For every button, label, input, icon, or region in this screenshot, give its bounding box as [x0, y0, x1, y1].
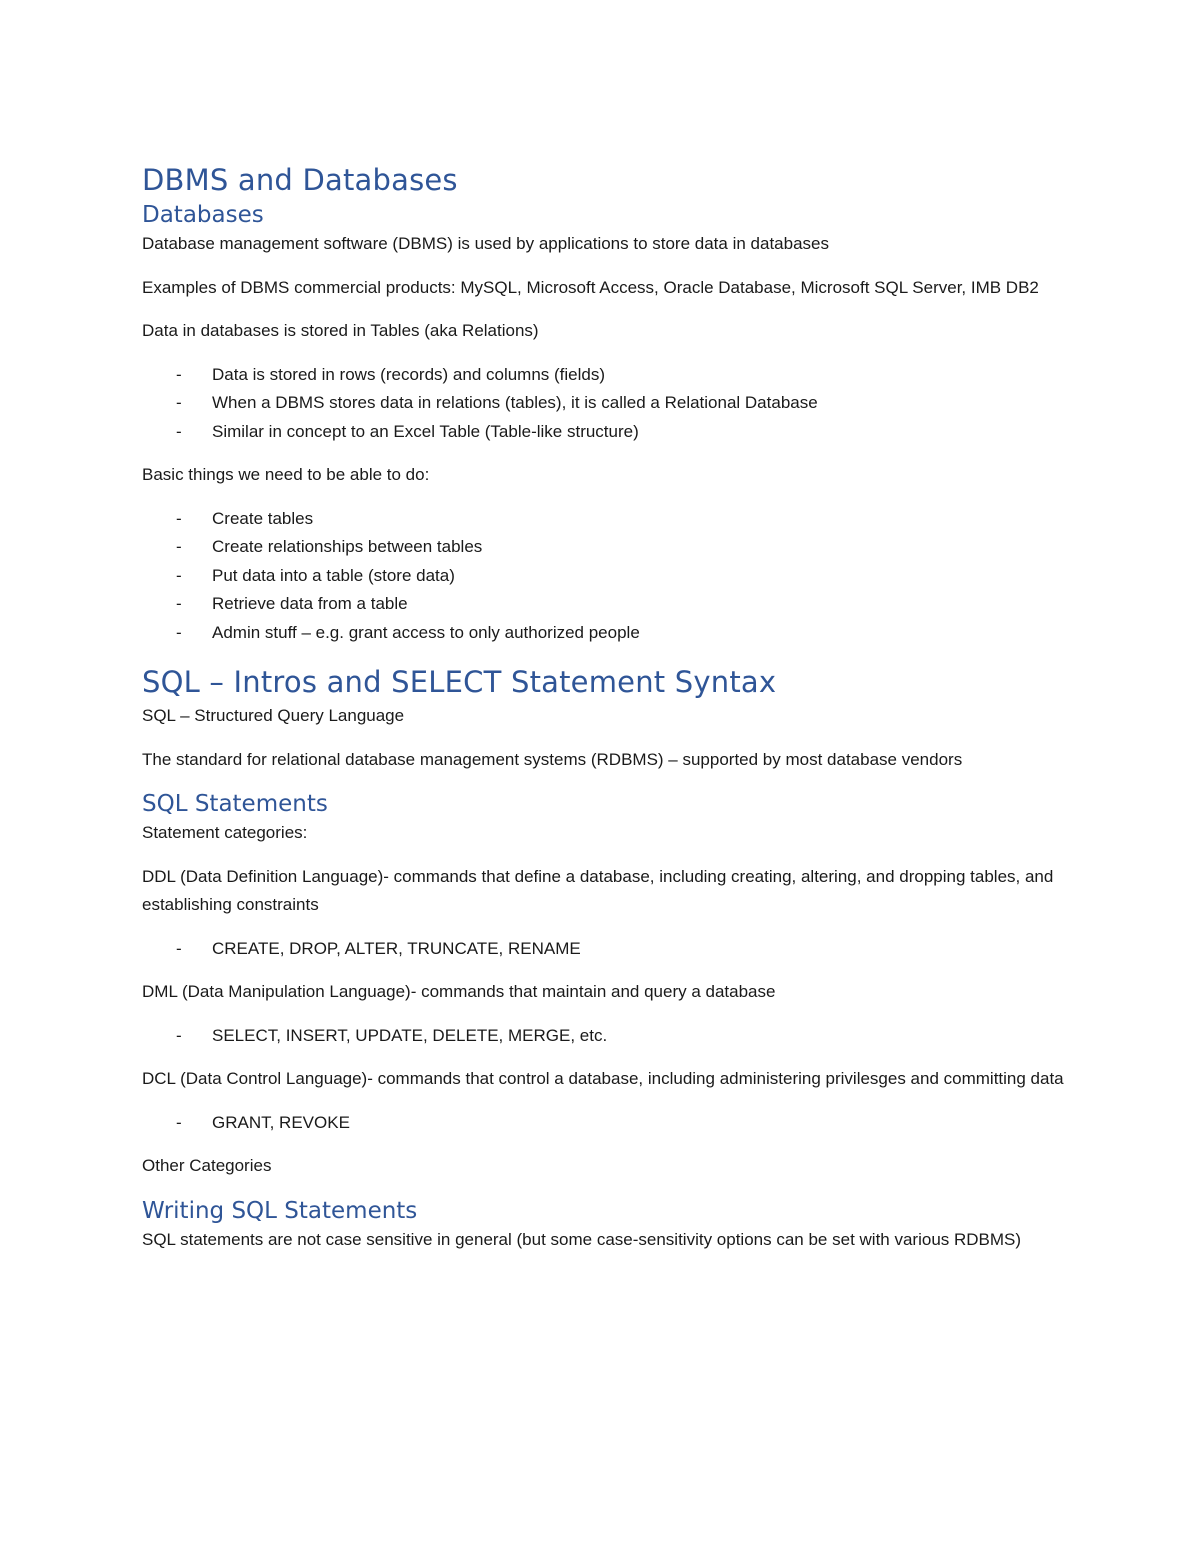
heading-sql-intros: SQL – Intros and SELECT Statement Syntax [142, 665, 777, 699]
list-item [142, 505, 1072, 534]
bullet-dash: - [176, 364, 182, 384]
paragraph-statement-categories: Statement categories: [142, 823, 308, 842]
paragraph-tables: Data in databases is stored in Tables (aka Relations) [142, 321, 539, 340]
paragraph-case-sensitivity: SQL statements are not case sensitive in general (but some case-sensitivity options can be set with various RDBMS) [142, 1229, 1022, 1249]
paragraph-basic-things: Basic things we need to be able to do: [142, 465, 430, 484]
bullet-dash: - [176, 622, 182, 642]
list-item-text: Similar in concept to an Excel Table (Table-like structure) [212, 421, 639, 441]
bullet-dash: - [176, 508, 182, 528]
list-dml-commands [142, 1022, 1072, 1051]
list-item [142, 418, 1072, 447]
list-item-text: GRANT, REVOKE [212, 1112, 350, 1132]
paragraph-sql-standard: The standard for relational database management systems (RDBMS) – supported by most database vendors [142, 749, 963, 769]
list-item [142, 590, 1072, 619]
paragraph-dbms-examples: Examples of DBMS commercial products: MySQL, Microsoft Access, Oracle Database, Microsoft SQL Server, IMB DB2 [142, 277, 1039, 297]
list-item-text: CREATE, DROP, ALTER, TRUNCATE, RENAME [212, 938, 581, 958]
bullet-dash: - [176, 1112, 182, 1132]
bullet-dash: - [176, 393, 182, 412]
list-item [142, 361, 1072, 390]
list-item [142, 619, 1072, 648]
bullet-dash: - [176, 537, 182, 556]
list-item-text: Data is stored in rows (records) and columns (fields) [212, 364, 606, 384]
list-ddl-commands [142, 935, 1072, 964]
heading-dbms-and-databases: DBMS and Databases [142, 163, 458, 197]
paragraph-dcl: DCL (Data Control Language)- commands that control a database, including administering privilesges and committing data [142, 1069, 1064, 1088]
paragraph-dml: DML (Data Manipulation Language)- commands that maintain and query a database [142, 982, 776, 1001]
list-item [142, 935, 1072, 964]
list-item-text: When a DBMS stores data in relations (tables), it is called a Relational Database [212, 393, 818, 412]
bullet-dash: - [176, 938, 182, 958]
bullet-dash: - [176, 565, 182, 585]
bullet-dash: - [176, 1025, 182, 1045]
list-item [142, 533, 1072, 562]
list-item [142, 562, 1072, 591]
subheading-sql-statements: SQL Statements [142, 791, 328, 817]
paragraph-ddl: DDL (Data Definition Language)- commands that define a database, including creating, altering, and dropping tables, and establishing constraints [142, 866, 1054, 914]
list-item-text: SELECT, INSERT, UPDATE, DELETE, MERGE, etc. [212, 1025, 608, 1045]
document-page [142, 160, 1072, 1254]
list-item-text: Admin stuff – e.g. grant access to only authorized people [212, 622, 640, 642]
list-item [142, 1022, 1072, 1051]
paragraph-other-categories: Other Categories [142, 1156, 272, 1175]
paragraph-sql-definition: SQL – Structured Query Language [142, 706, 405, 725]
list-basic-things [142, 505, 1072, 648]
list-table-facts [142, 361, 1072, 447]
bullet-dash: - [176, 594, 182, 613]
paragraph-dbms-definition: Database management software (DBMS) is used by applications to store data in databases [142, 234, 829, 253]
list-item-text: Put data into a table (store data) [212, 565, 455, 585]
list-item-text: Create tables [212, 508, 314, 528]
subheading-writing-sql: Writing SQL Statements [142, 1197, 418, 1224]
subheading-databases: Databases [142, 202, 264, 228]
list-dcl-commands [142, 1109, 1072, 1138]
list-item [142, 1109, 1072, 1138]
list-item [142, 389, 1072, 418]
list-item-text: Retrieve data from a table [212, 594, 408, 613]
list-item-text: Create relationships between tables [212, 537, 483, 556]
bullet-dash: - [176, 421, 182, 441]
